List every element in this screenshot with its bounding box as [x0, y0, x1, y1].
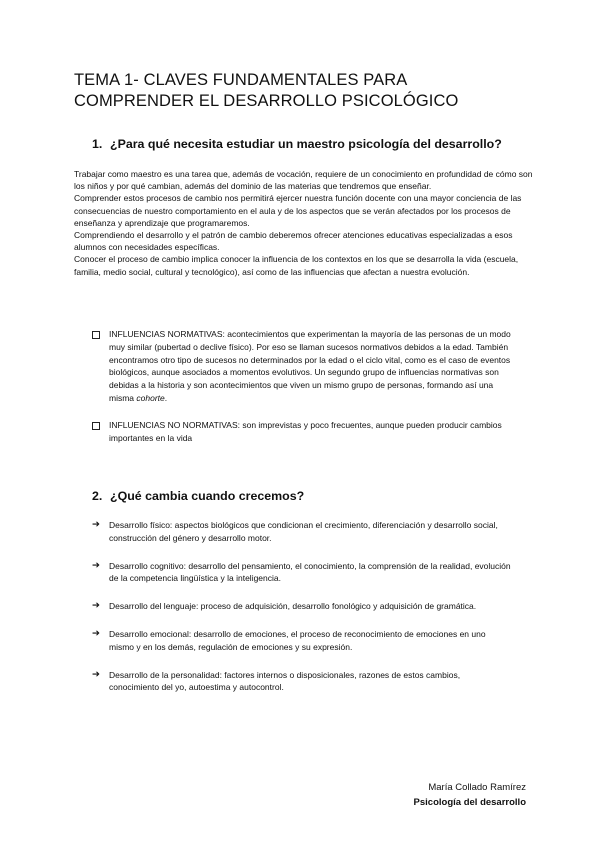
item-text: Desarrollo emocional: desarrollo de emociones, el proceso de reconocimiento de emociones en uno mismo y en los demás, regulación de emociones y su expresión.: [109, 628, 486, 652]
arrow-right-icon: ➔: [92, 668, 100, 680]
item-text: Desarrollo físico: aspectos biológicos que condicionan el crecimiento, diferenciación y desarrollo social, construcción del género y desarrollo motor.: [109, 520, 498, 543]
arrow-right-icon: ➔: [92, 600, 100, 612]
development-list: [92, 519, 512, 694]
list-item: [92, 519, 512, 545]
list-item: [92, 669, 512, 695]
title-line-1: TEMA 1- CLAVES FUNDAMENTALES PARA: [74, 71, 408, 89]
item-text: Desarrollo del lenguaje: proceso de adquisición, desarrollo fonológico y adquisición de gramática.: [109, 601, 477, 612]
section-2-title: ¿Qué cambia cuando crecemos?: [110, 489, 305, 503]
list-item-normative: [92, 328, 512, 405]
title-line-2: COMPRENDER EL DESARROLLO PSICOLÓGICO: [74, 92, 459, 110]
paragraph: Conocer el proceso de cambio implica conocer la influencia de los contextos en los que se desarrolla la vida (escuela, familia, medio social, cultural y tecnológico), así como de las influencias que afectan a nuestra evolución.: [74, 254, 519, 277]
section-1-body: [74, 168, 534, 278]
checkbox-bullet-icon: [92, 328, 104, 343]
influence-text: INFLUENCIAS NORMATIVAS: acontecimientos que experimentan la mayoría de las personas de un modo muy similar (pubertad o declive físico). Por eso se llaman sucesos normativos debidos a la edad. También encontramos otro tipo de sucesos no determinados por la edad o el ciclo vital, como es el caso de eventos biológicos, aunque asociados a momentos evolutivos. Un segundo grupo de influencias normativas son debidas a la historia y son acontecimientos que viven un mismo grupo de personas, formando así una misma: [109, 329, 511, 403]
list-item-non-normative: [92, 419, 512, 445]
list-item: [92, 628, 512, 654]
document-title: [74, 70, 534, 112]
paragraph: Comprender estos procesos de cambio nos permitirá ejercer nuestra función docente con una mayor conciencia de las consecuencias de nuestro comportamiento en el aula y de los aspectos que se verán afectados por los procesos de enseñanza y aprendizaje que programaremos.: [74, 193, 522, 228]
arrow-right-icon: ➔: [92, 519, 100, 530]
influence-italic: cohorte: [136, 392, 165, 403]
paragraph: Trabajar como maestro es una tarea que, además de vocación, requiere de un conocimiento en profundidad de cómo son los niños y por qué cambian, además del dominio de las materias que tendremos que enseñar.: [74, 169, 533, 192]
author-name: María Collado Ramírez: [428, 782, 526, 793]
item-text: Desarrollo de la personalidad: factores internos o disposicionales, razones de estos cambios, conocimiento del yo, autoestima y autocontrol.: [109, 669, 461, 693]
checkbox-bullet-icon: [92, 419, 104, 434]
influence-end: .: [164, 392, 168, 403]
list-item: [92, 560, 512, 586]
influences-list: [92, 328, 512, 444]
item-text: Desarrollo cognitivo: desarrollo del pensamiento, el conocimiento, la comprensión de la realidad, evolución de la competencia lingüística y la inteligencia.: [109, 560, 511, 584]
section-1-number: 1.: [92, 137, 103, 151]
paragraph: Comprendiendo el desarrollo y el patrón de cambio deberemos ofrecer atenciones educativas especializadas a esos alumnos con necesidades específicas.: [74, 230, 513, 253]
list-item: [92, 600, 512, 613]
footer: [414, 780, 526, 810]
section-2-number: 2.: [92, 489, 103, 503]
section-1-title: ¿Para qué necesita estudiar un maestro psicología del desarrollo?: [110, 137, 502, 151]
arrow-right-icon: ➔: [92, 627, 100, 639]
arrow-right-icon: ➔: [92, 559, 100, 571]
subject-name: Psicología del desarrollo: [413, 797, 526, 808]
influence-text: INFLUENCIAS NO NORMATIVAS: son imprevistas y poco frecuentes, aunque pueden producir cambios importantes en la vida: [109, 419, 502, 443]
